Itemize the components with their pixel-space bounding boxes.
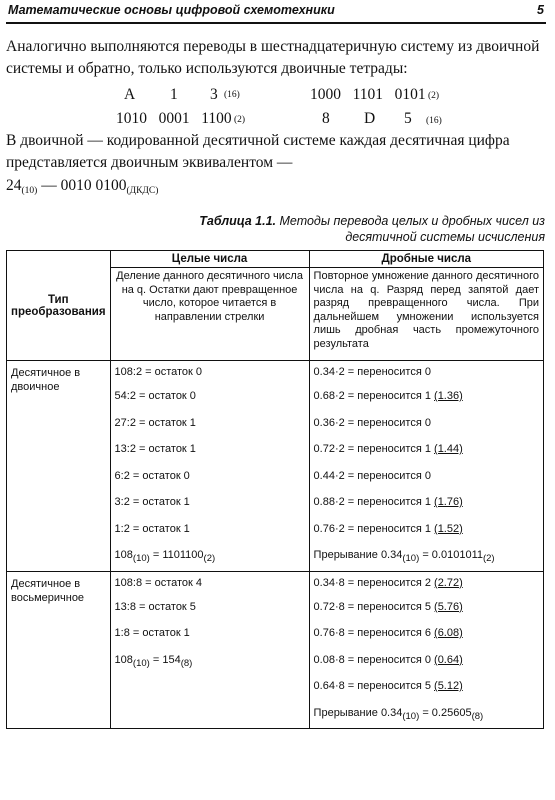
example-hex-digit: 1 [170,86,178,103]
frac-steps [309,571,543,729]
int-step: 54:2 = остаток 0 [114,390,196,402]
example-hex-digit: A [124,86,136,103]
example-hex-digit: 3 [210,86,218,103]
example-hex-digit: 8 [322,110,330,127]
table-row [7,361,544,572]
formula-rhs: 0010 0100 [60,177,127,194]
frac-step: 0.68·2 = переносится 1 (1.36) [313,390,463,402]
row-label: Десятичное в двоичное [7,361,111,572]
col-header-frac: Дробные числа [309,251,543,268]
frac-step: 0.36·2 = переносится 0 [313,416,431,429]
example-hex-digit: 5 [404,110,412,127]
header-title: Математические основы цифровой схемотехники [8,3,335,17]
frac-step: 0.44·2 = переносится 0 [313,469,431,482]
example-hex-sub: (16) [224,90,240,100]
frac-result: Прерывание $0.34_{(10)} = 0.0101011_{(2)}$ [313,549,495,564]
int-step: 1:8 = остаток 1 [114,627,190,639]
example-bin-value: 1010 0001 1100 [116,110,232,127]
example-bin-sub: (2) [428,91,440,101]
frac-steps [309,361,543,572]
conversion-table [6,250,544,729]
page-number: 5 [537,3,544,17]
caption-text: Методы перевода целых и дробных чисел из десятичной системы исчисления [276,214,545,244]
col-header-type: Тип преобразования [7,251,111,361]
int-step: 3:2 = остаток 1 [114,496,190,508]
frac-step: 0.08·8 = переносится 0 (0.64) [313,653,463,666]
example-bin-value: 1000 1101 0101 [310,86,426,103]
formula-lhs-sub: (10) [21,186,38,196]
int-step: 108:8 = остаток 4 [114,576,203,589]
example-hex-digit: D [364,110,376,127]
example-hex-sub: (16) [426,116,442,126]
frac-step: 0.72·2 = переносится 1 (1.44) [313,443,463,455]
frac-step: 0.76·8 = переносится 6 (6.08) [313,627,463,639]
frac-result: Прерывание $0.34_{(10)} = 0.25605_{(8)}$ [313,706,484,722]
int-step: 27:2 = остаток 1 [114,416,196,429]
int-steps [110,361,309,572]
formula-rhs-sub: (ДКДС) [126,186,159,196]
int-step: 13:2 = остаток 1 [114,443,196,455]
example-bin-sub: (2) [234,115,246,125]
table-caption [145,213,545,245]
row-label: Десятичное в восьмеричное [7,571,111,729]
frac-step: 0.64·8 = переносится 5 (5.12) [313,680,463,692]
int-steps [110,571,309,729]
running-header [6,0,546,24]
bcd-formula [6,177,158,196]
desc-int: Деление данного десятичного числа на q. Остатки дают превращенное число, которое читается в направлении стрелки [110,268,309,361]
frac-step: 0.34·8 = переносится 2 (2.72) [313,576,463,589]
paragraph-hex-conversion: Аналогично выполняются переводы в шестнадцатеричную систему из двоичной системы и обратно, только используются двоичные тетрады: [6,38,540,77]
frac-step: 0.88·2 = переносится 1 (1.76) [313,496,463,508]
frac-step: 0.76·2 = переносится 1 (1.52) [313,522,463,535]
table-row [7,571,544,729]
formula-dash: — [37,177,61,194]
caption-label: Таблица 1.1. [199,214,276,228]
desc-frac: Повторное умножение данного десятичного числа на q. Разряд перед запятой дает разряд превращенного числа. При дальнейшем умножении используется лишь дробная часть промежуточного результата [309,268,543,361]
col-header-int: Целые числа [110,251,309,268]
formula-lhs: 24 [6,177,22,194]
int-result: $108_{(10)} = 154_{(8)}$ [114,653,193,669]
frac-step: 0.72·8 = переносится 5 (5.76) [313,600,463,613]
int-step: 6:2 = остаток 0 [114,469,190,482]
frac-step: 0.34·2 = переносится 0 [313,366,431,378]
int-result: $108_{(10)} = 1101100_{(2)}$ [114,549,216,564]
int-step: 1:2 = остаток 1 [114,522,190,535]
int-step: 13:8 = остаток 5 [114,600,196,613]
paragraph-bcd: В двоичной — кодированной десятичной системе каждая десятичная цифра представляется двоичным эквивалентом — [6,132,510,171]
int-step: 108:2 = остаток 0 [114,366,203,378]
